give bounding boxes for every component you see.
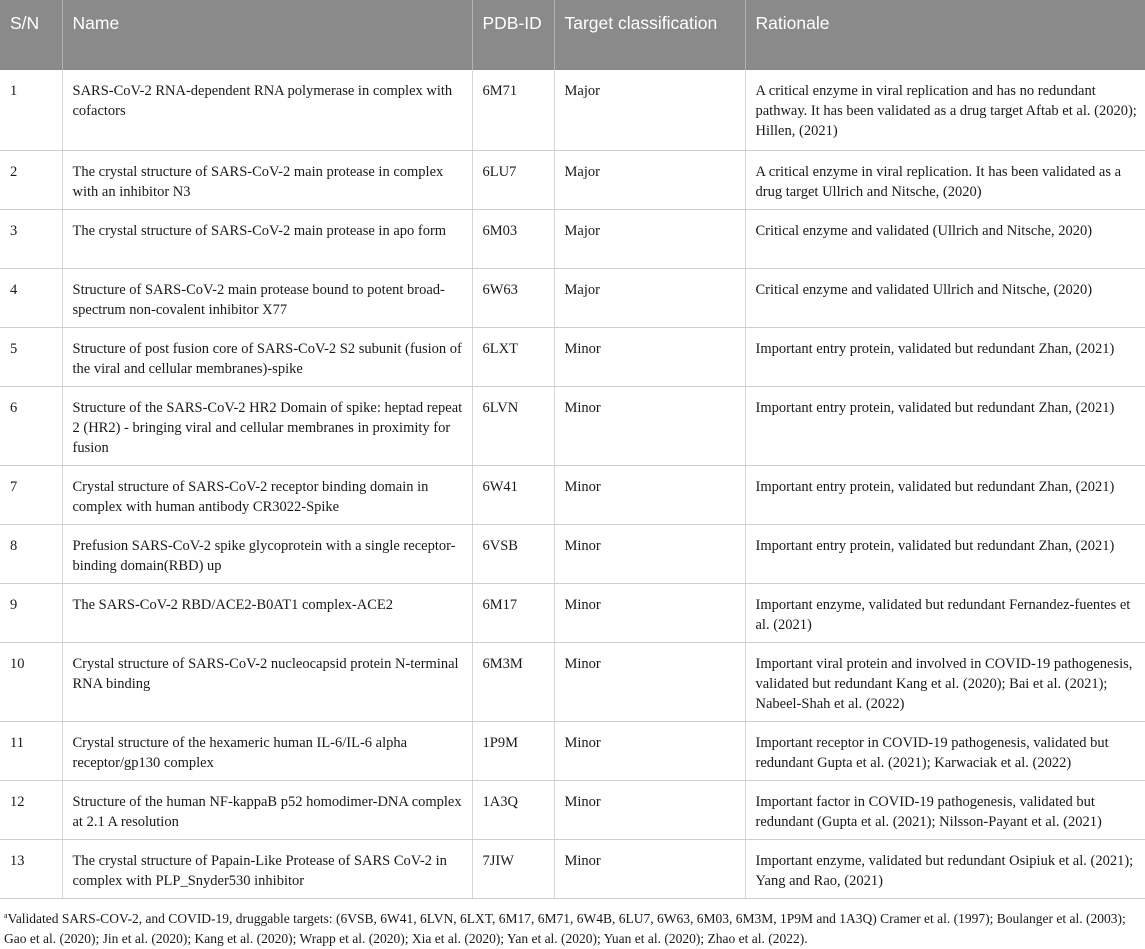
table-row: [0, 642, 1145, 721]
cell-name: Structure of the SARS-CoV-2 HR2 Domain of spike: heptad repeat 2 (HR2) - bringing viral and cellular membranes in proximity for fusion: [62, 386, 472, 465]
cell-pdb-id: 6LVN: [472, 386, 554, 465]
cell-rationale: Critical enzyme and validated Ullrich and Nitsche, (2020): [745, 268, 1145, 327]
table-row: [0, 583, 1145, 642]
cell-pdb-id: 6M3M: [472, 642, 554, 721]
cell-target-classification: Minor: [554, 327, 745, 386]
table-row: [0, 839, 1145, 898]
table-row: [0, 268, 1145, 327]
header-sn: S/N: [0, 0, 62, 70]
header-row: [0, 0, 1145, 70]
cell-pdb-id: 6M03: [472, 209, 554, 268]
cell-rationale: Critical enzyme and validated (Ullrich and Nitsche, 2020): [745, 209, 1145, 268]
cell-sn: 2: [0, 150, 62, 209]
cell-name: The crystal structure of SARS-CoV-2 main protease in complex with an inhibitor N3: [62, 150, 472, 209]
cell-target-classification: Minor: [554, 465, 745, 524]
footnote-marker: a: [4, 911, 8, 920]
table-row: [0, 780, 1145, 839]
cell-sn: 9: [0, 583, 62, 642]
table-body: [0, 70, 1145, 898]
cell-pdb-id: 6LXT: [472, 327, 554, 386]
cell-sn: 6: [0, 386, 62, 465]
cell-target-classification: Minor: [554, 642, 745, 721]
table-row: [0, 524, 1145, 583]
cell-target-classification: Major: [554, 268, 745, 327]
cell-pdb-id: 6VSB: [472, 524, 554, 583]
cell-name: Crystal structure of SARS-CoV-2 receptor binding domain in complex with human antibody CR3022-Spike: [62, 465, 472, 524]
cell-rationale: Important enzyme, validated but redundant Osipiuk et al. (2021); Yang and Rao, (2021): [745, 839, 1145, 898]
table-row: [0, 386, 1145, 465]
cell-sn: 10: [0, 642, 62, 721]
cell-rationale: Important entry protein, validated but redundant Zhan, (2021): [745, 465, 1145, 524]
cell-sn: 5: [0, 327, 62, 386]
cell-name: Structure of the human NF-kappaB p52 homodimer-DNA complex at 2.1 A resolution: [62, 780, 472, 839]
cell-name: The crystal structure of SARS-CoV-2 main protease in apo form: [62, 209, 472, 268]
cell-sn: 4: [0, 268, 62, 327]
table-row: [0, 209, 1145, 268]
cell-name: Structure of SARS-CoV-2 main protease bound to potent broad-spectrum non-covalent inhibitor X77: [62, 268, 472, 327]
cell-sn: 13: [0, 839, 62, 898]
cell-sn: 12: [0, 780, 62, 839]
cell-pdb-id: 1A3Q: [472, 780, 554, 839]
cell-pdb-id: 6W41: [472, 465, 554, 524]
cell-sn: 7: [0, 465, 62, 524]
cell-rationale: Important entry protein, validated but redundant Zhan, (2021): [745, 327, 1145, 386]
cell-name: Crystal structure of SARS-CoV-2 nucleocapsid protein N-terminal RNA binding: [62, 642, 472, 721]
table-row: [0, 327, 1145, 386]
table-row: [0, 465, 1145, 524]
cell-target-classification: Minor: [554, 386, 745, 465]
table-footnote: [4, 906, 1140, 949]
cell-pdb-id: 6LU7: [472, 150, 554, 209]
cell-rationale: A critical enzyme in viral replication and has no redundant pathway. It has been validated as a drug target Aftab et al. (2020); Hillen, (2021): [745, 70, 1145, 150]
table-row: [0, 721, 1145, 780]
cell-pdb-id: 6M17: [472, 583, 554, 642]
table-row: [0, 70, 1145, 150]
header-pdb-id: PDB-ID: [472, 0, 554, 70]
cell-target-classification: Minor: [554, 721, 745, 780]
header-rationale: Rationale: [745, 0, 1145, 70]
cell-sn: 8: [0, 524, 62, 583]
cell-sn: 11: [0, 721, 62, 780]
cell-rationale: Important entry protein, validated but redundant Zhan, (2021): [745, 524, 1145, 583]
cell-target-classification: Major: [554, 150, 745, 209]
cell-name: The crystal structure of Papain-Like Protease of SARS CoV-2 in complex with PLP_Snyder530 inhibitor: [62, 839, 472, 898]
cell-target-classification: Minor: [554, 839, 745, 898]
cell-name: SARS-CoV-2 RNA-dependent RNA polymerase in complex with cofactors: [62, 70, 472, 150]
table-header: [0, 0, 1145, 70]
header-name: Name: [62, 0, 472, 70]
cell-target-classification: Major: [554, 209, 745, 268]
cell-name: The SARS-CoV-2 RBD/ACE2-B0AT1 complex-ACE2: [62, 583, 472, 642]
cell-rationale: A critical enzyme in viral replication. It has been validated as a drug target Ullrich and Nitsche, (2020): [745, 150, 1145, 209]
cell-name: Crystal structure of the hexameric human IL-6/IL-6 alpha receptor/gp130 complex: [62, 721, 472, 780]
cell-name: Prefusion SARS-CoV-2 spike glycoprotein with a single receptor-binding domain(RBD) up: [62, 524, 472, 583]
cell-rationale: Important receptor in COVID-19 pathogenesis, validated but redundant Gupta et al. (2021); Karwaciak et al. (2022): [745, 721, 1145, 780]
cell-target-classification: Major: [554, 70, 745, 150]
cell-sn: 3: [0, 209, 62, 268]
header-target-classification: Target classification: [554, 0, 745, 70]
cell-name: Structure of post fusion core of SARS-CoV-2 S2 subunit (fusion of the viral and cellular membranes)-spike: [62, 327, 472, 386]
cell-pdb-id: 6W63: [472, 268, 554, 327]
cell-target-classification: Minor: [554, 583, 745, 642]
table-row: [0, 150, 1145, 209]
footnote-text: Validated SARS-COV-2, and COVID-19, druggable targets: (6VSB, 6W41, 6LVN, 6LXT, 6M17, 6M71, 6W4B, 6LU7, 6W63, 6M03, 6M3M, 1P9M and 1A3Q) Cramer et al. (1997); Boulanger et al. (2003); Gao et al. (2020); Jin et al. (2020); Kang et al. (2020); Wrapp et al. (2020); Xia et al. (2020); Yan et al. (2020); Yuan et al. (2020); Zhao et al. (2022).: [4, 911, 1126, 946]
cell-rationale: Important entry protein, validated but redundant Zhan, (2021): [745, 386, 1145, 465]
cell-target-classification: Minor: [554, 524, 745, 583]
cell-pdb-id: 7JIW: [472, 839, 554, 898]
cell-target-classification: Minor: [554, 780, 745, 839]
cell-rationale: Important factor in COVID-19 pathogenesis, validated but redundant (Gupta et al. (2021); Nilsson-Payant et al. (2021): [745, 780, 1145, 839]
cell-pdb-id: 1P9M: [472, 721, 554, 780]
cell-pdb-id: 6M71: [472, 70, 554, 150]
cell-rationale: Important viral protein and involved in COVID-19 pathogenesis, validated but redundant Kang et al. (2020); Bai et al. (2021); Nabeel-Shah et al. (2022): [745, 642, 1145, 721]
cell-rationale: Important enzyme, validated but redundant Fernandez-fuentes et al. (2021): [745, 583, 1145, 642]
cell-sn: 1: [0, 70, 62, 150]
